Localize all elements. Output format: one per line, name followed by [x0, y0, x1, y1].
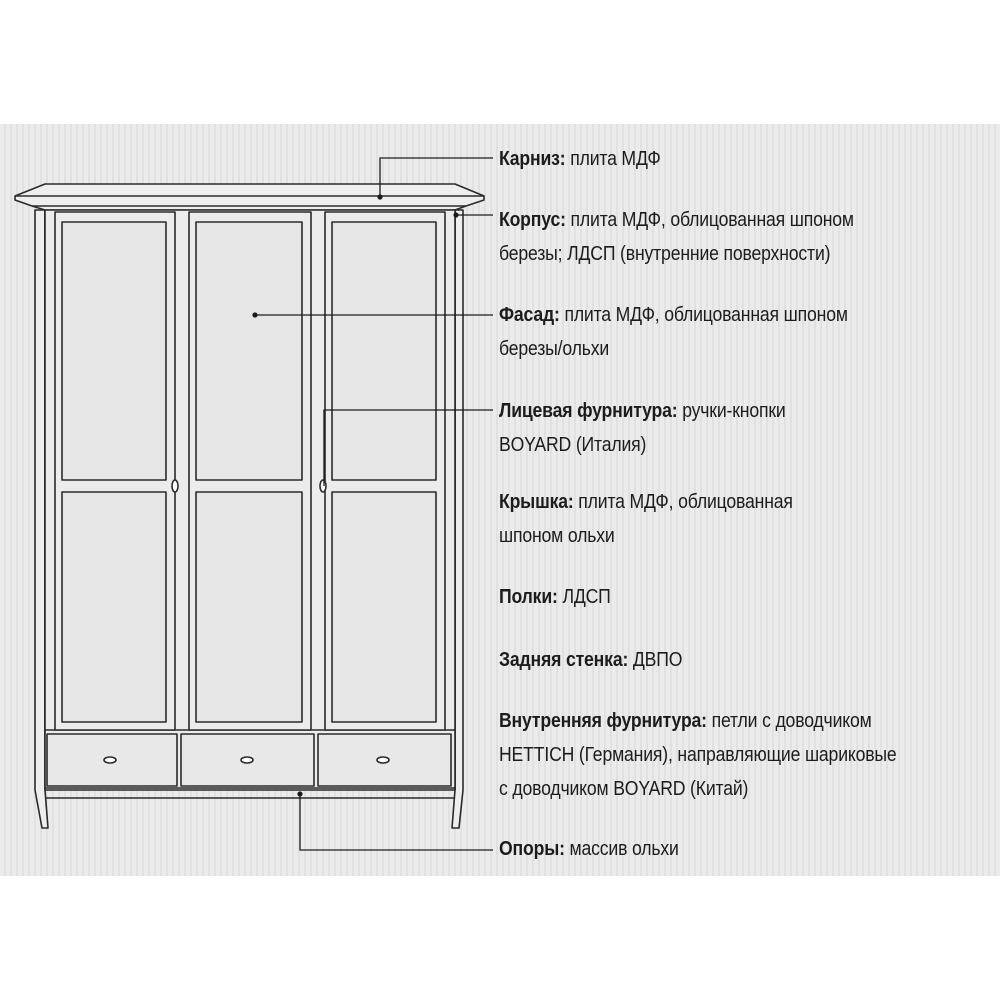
label-text: BOYARD (Италия) [499, 433, 647, 456]
label-term: Опоры: [499, 837, 565, 860]
label-term: Корпус: [499, 208, 566, 231]
label-text: плита МДФ, облицованная шпоном [564, 303, 848, 326]
drawer-handle-right [377, 757, 389, 763]
door-left-lower-panel [62, 492, 166, 722]
door-middle-lower-panel [196, 492, 302, 722]
label-text: массив ольхи [569, 837, 679, 860]
label-term: Лицевая фурнитура: [499, 399, 678, 422]
label-body [499, 203, 854, 271]
label-top [499, 485, 793, 553]
label-front-hardware [499, 394, 786, 462]
label-text: шпоном ольхи [499, 524, 615, 547]
leader-supports [300, 794, 493, 850]
leader-dot-supports [297, 791, 302, 796]
leader-dot-facade [252, 312, 257, 317]
label-text: HETTICH (Германия), направляющие шариковые [499, 743, 897, 766]
label-text: ДВПО [632, 648, 683, 671]
label-shelves [499, 580, 611, 614]
label-term: Крышка: [499, 490, 574, 513]
label-inner-hardware [499, 704, 897, 806]
leader-dot-cornice [377, 194, 382, 199]
label-cornice [499, 142, 661, 176]
label-term: Задняя стенка: [499, 648, 629, 671]
door-right-upper-panel [332, 222, 436, 480]
knob-left [172, 480, 178, 492]
drawer-handle-middle [241, 757, 253, 763]
label-term: Внутренняя фурнитура: [499, 709, 707, 732]
label-text: ЛДСП [562, 585, 611, 608]
label-text: плита МДФ, облицованная [578, 490, 793, 513]
label-term: Полки: [499, 585, 558, 608]
label-text: ручки-кнопки [682, 399, 786, 422]
label-text: березы/ольхи [499, 337, 610, 360]
label-supports [499, 832, 679, 866]
label-text: березы; ЛДСП (внутренние поверхности) [499, 242, 831, 265]
door-right-lower-panel [332, 492, 436, 722]
label-text: плита МДФ, облицованная шпоном [570, 208, 854, 231]
drawer-handle-left [104, 757, 116, 763]
label-back-panel [499, 643, 682, 677]
label-text: с доводчиком BOYARD (Китай) [499, 777, 749, 800]
label-facade [499, 298, 848, 366]
label-term: Фасад: [499, 303, 560, 326]
knob-right [320, 480, 326, 492]
leader-dot-body [453, 212, 458, 217]
label-text: петли с доводчиком [711, 709, 872, 732]
label-term: Карниз: [499, 147, 566, 170]
door-left-upper-panel [62, 222, 166, 480]
label-text: плита МДФ [570, 147, 661, 170]
door-middle-upper-panel [196, 222, 302, 480]
